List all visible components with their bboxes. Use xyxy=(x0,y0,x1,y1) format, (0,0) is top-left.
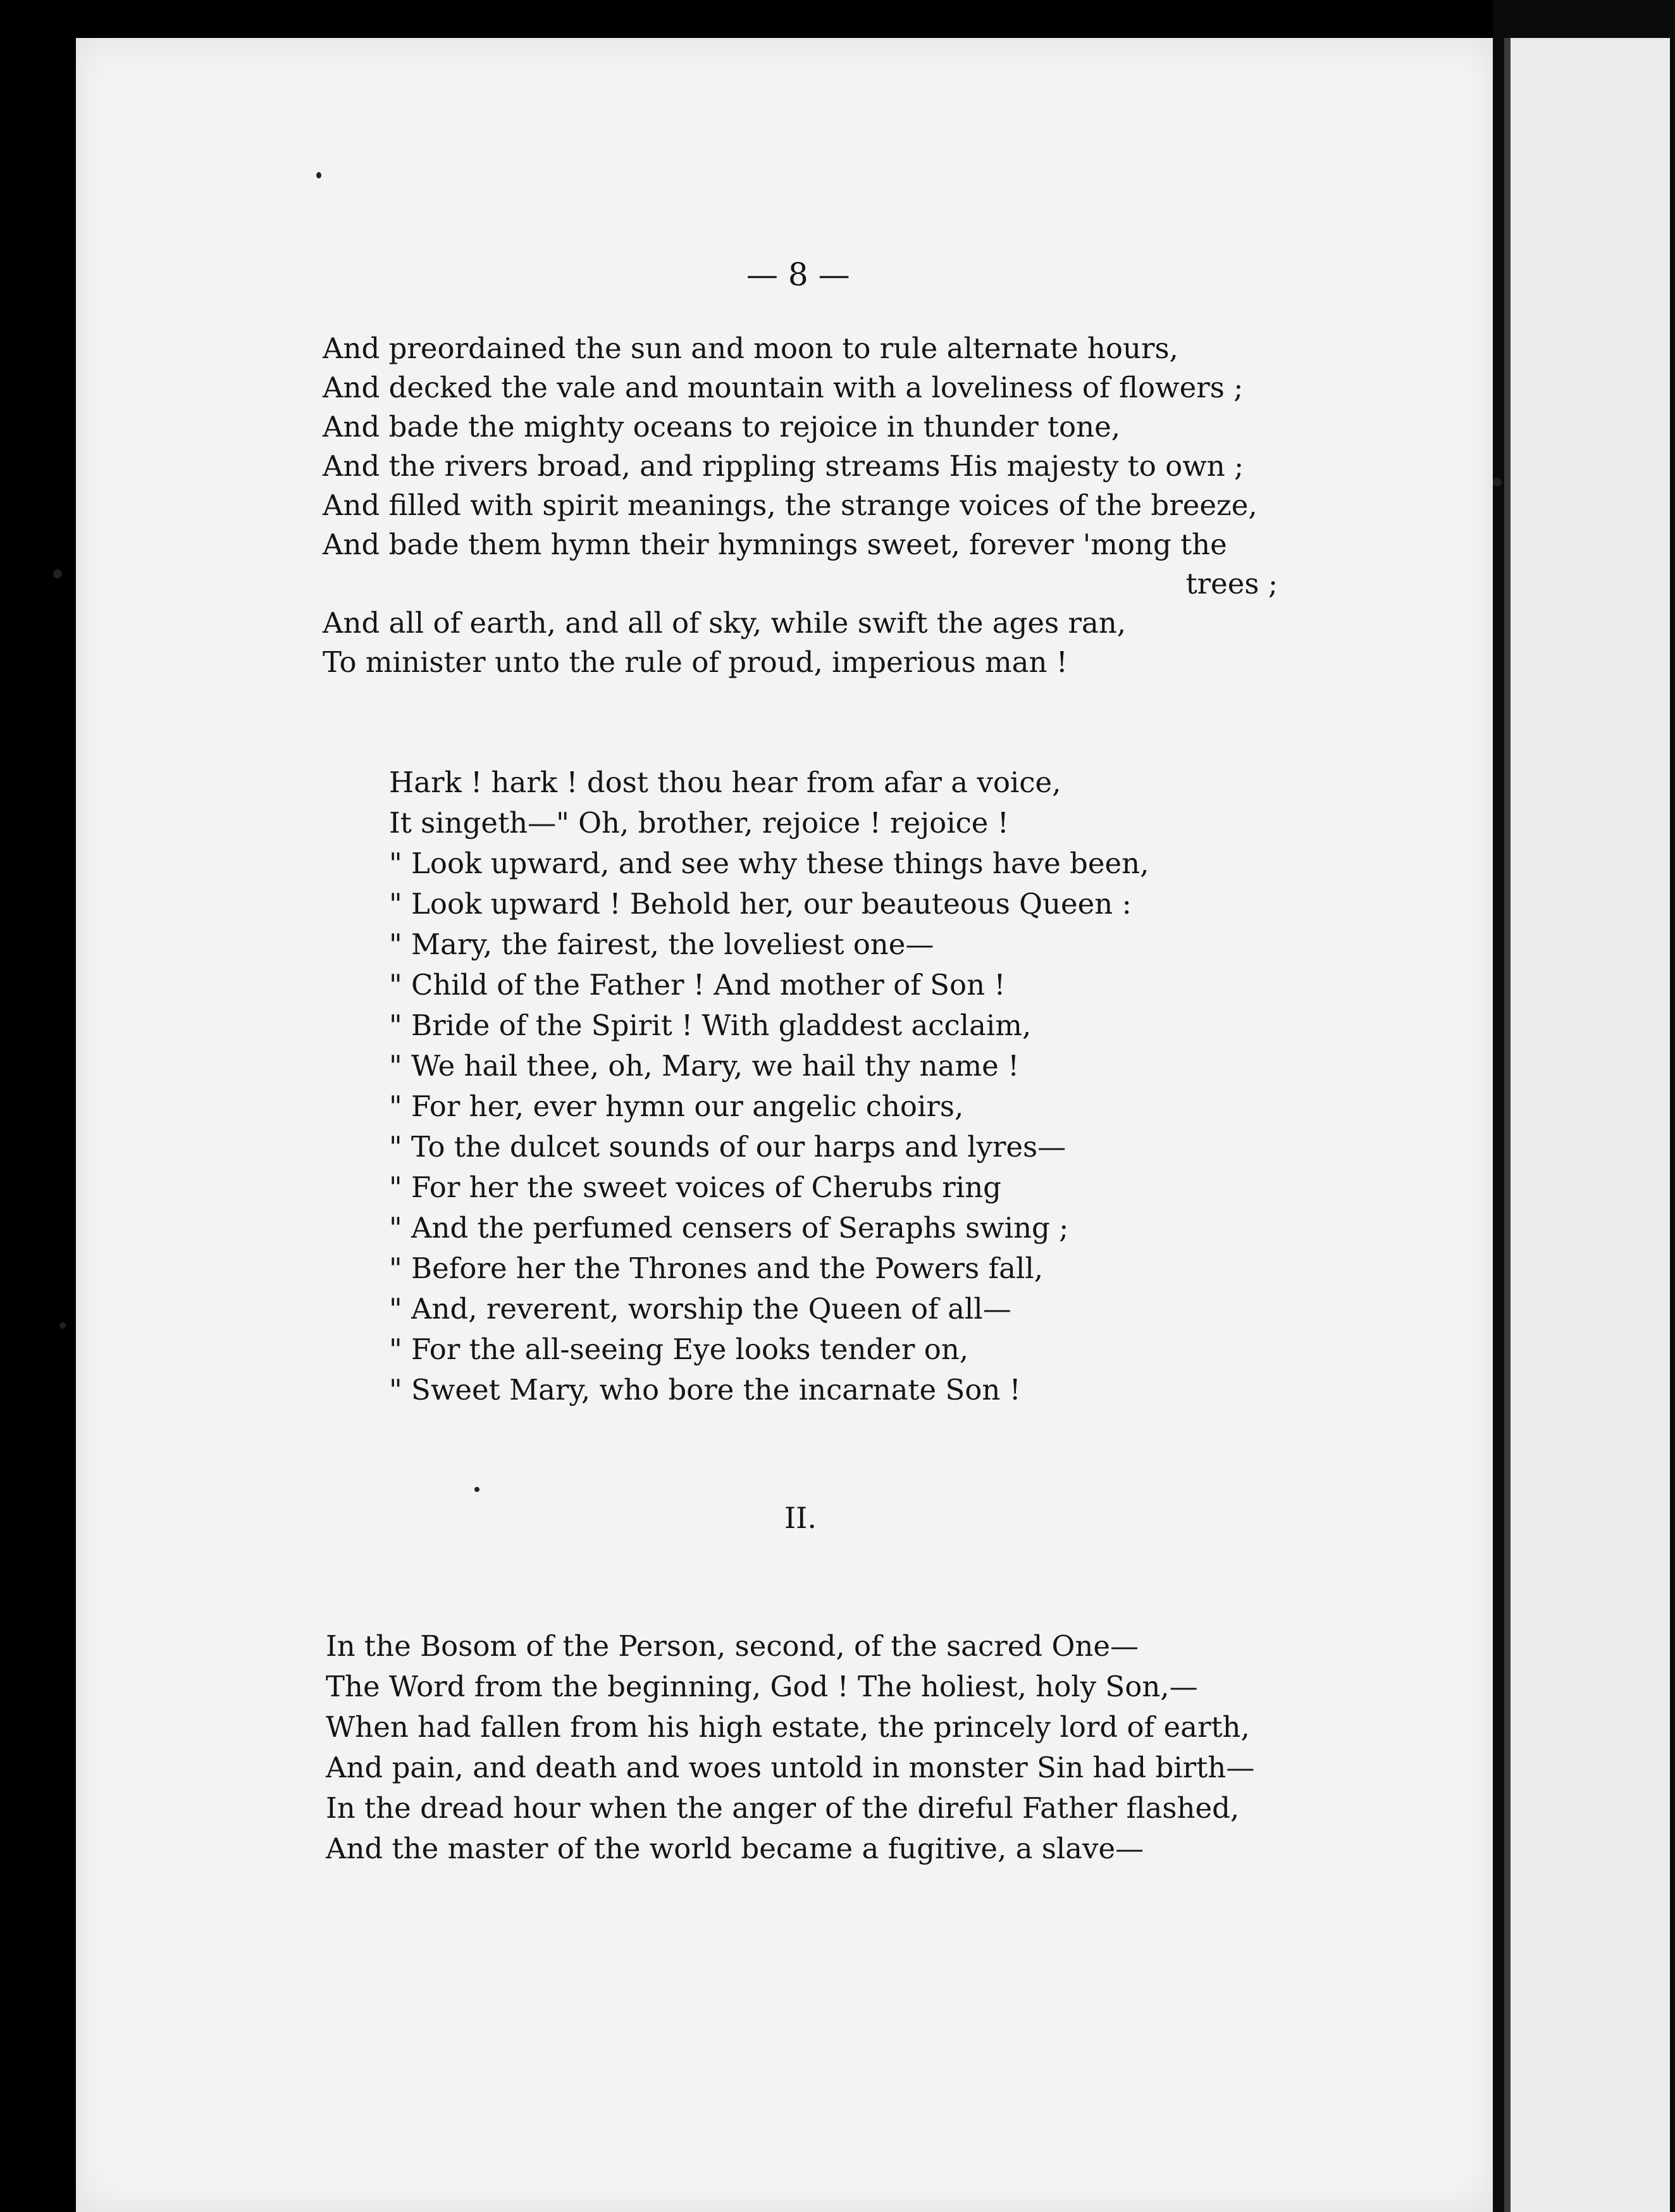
poem-line: " Look upward, and see why these things have been, xyxy=(389,847,1149,880)
poem-line: " For her, ever hymn our angelic choirs, xyxy=(389,1090,964,1123)
poem-line: And the master of the world became a fugitive, a slave— xyxy=(326,1832,1144,1865)
poem-line: In the dread hour when the anger of the direful Father flashed, xyxy=(326,1791,1240,1825)
poem-line: To minister unto the rule of proud, imperious man ! xyxy=(323,645,1068,679)
poem-line: The Word from the beginning, God ! The holiest, holy Son,— xyxy=(326,1670,1198,1703)
poem-line: " And, reverent, worship the Queen of all— xyxy=(389,1292,1011,1326)
speck-mark xyxy=(1493,478,1502,487)
poem-line: Hark ! hark ! dost thou hear from afar a voice, xyxy=(389,766,1061,799)
poem-line: And decked the vale and mountain with a loveliness of flowers ; xyxy=(323,371,1244,404)
poem-line: And filled with spirit meanings, the strange voices of the breeze, xyxy=(323,488,1258,522)
section-heading: II. xyxy=(784,1501,817,1535)
poem-line: And preordained the sun and moon to rule alternate hours, xyxy=(323,332,1178,365)
poem-line: When had fallen from his high estate, the princely lord of earth, xyxy=(326,1710,1250,1744)
speck-mark xyxy=(53,569,62,578)
speck-mark xyxy=(474,1487,479,1492)
poem-stanza-2 xyxy=(389,762,1149,1410)
poem-line-turnover: trees ; xyxy=(1185,567,1278,600)
poem-line: " Sweet Mary, who bore the incarnate Son ! xyxy=(389,1373,1021,1407)
poem-line: " And the perfumed censers of Seraphs swing ; xyxy=(389,1211,1069,1245)
speck-mark xyxy=(316,172,321,178)
poem-line: And bade them hymn their hymnings sweet, forever 'mong the xyxy=(323,528,1227,561)
page-number: — 8 — xyxy=(746,256,850,293)
poem-stanza-1 xyxy=(323,329,1278,682)
poem-line: " Mary, the fairest, the loveliest one— xyxy=(389,928,934,961)
poem-line: And the rivers broad, and rippling streams His majesty to own ; xyxy=(323,449,1244,483)
poem-line: " Child of the Father ! And mother of Son ! xyxy=(389,968,1006,1002)
poem-line: And bade the mighty oceans to rejoice in thunder tone, xyxy=(323,410,1121,444)
poem-line: " Bride of the Spirit ! With gladdest acclaim, xyxy=(389,1009,1032,1042)
book-spine xyxy=(1511,38,1670,2212)
poem-line: " For the all-seeing Eye looks tender on, xyxy=(389,1333,969,1366)
poem-line: " We hail thee, oh, Mary, we hail thy name ! xyxy=(389,1049,1020,1083)
poem-line: " Before her the Thrones and the Powers fall, xyxy=(389,1252,1044,1285)
page-binding-edge xyxy=(1504,38,1511,2212)
poem-line: " For her the sweet voices of Cherubs ring xyxy=(389,1171,1001,1204)
poem-line: " To the dulcet sounds of our harps and lyres— xyxy=(389,1130,1066,1164)
poem-line: And pain, and death and woes untold in monster Sin had birth— xyxy=(326,1751,1255,1784)
poem-line: It singeth—" Oh, brother, rejoice ! rejoice ! xyxy=(389,806,1009,840)
poem-line: In the Bosom of the Person, second, of the sacred One— xyxy=(326,1629,1139,1663)
poem-line: And all of earth, and all of sky, while swift the ages ran, xyxy=(323,606,1127,640)
poem-line: " Look upward ! Behold her, our beauteous Queen : xyxy=(389,887,1132,921)
poem-stanza-3 xyxy=(326,1626,1254,1869)
speck-mark xyxy=(59,1322,66,1329)
